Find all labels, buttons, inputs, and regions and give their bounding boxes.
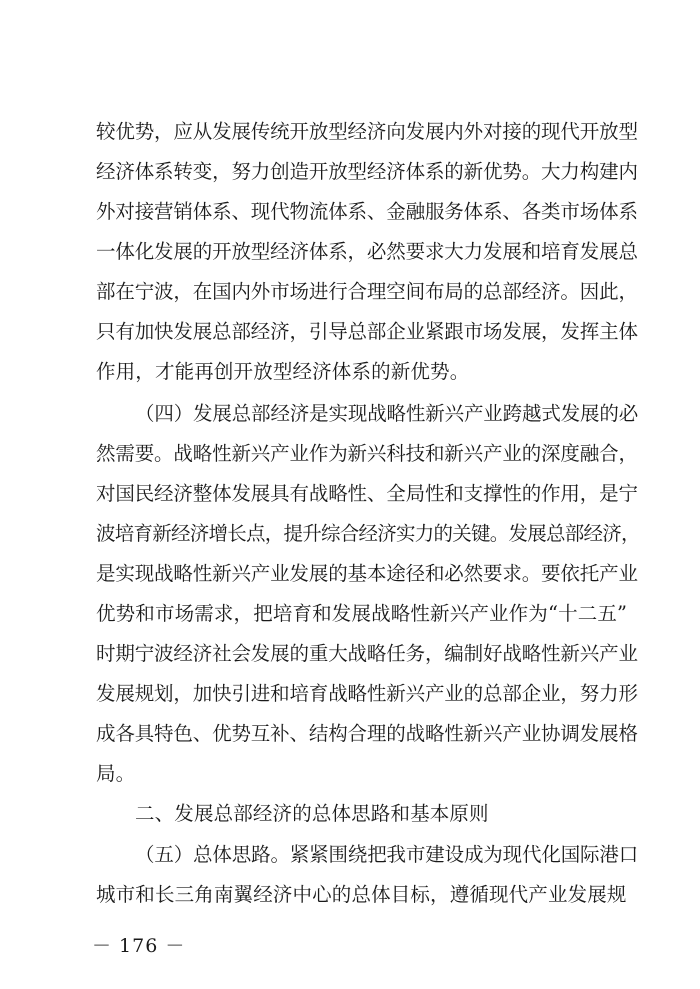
paragraph-heading-line: （五）总体思路。紧紧围绕把我市建设成为现代化国际港口 bbox=[135, 843, 639, 866]
body-text-line: 一体化发展的开放型经济体系，必然要求大力发展和培育发展总 bbox=[96, 240, 638, 263]
section-heading: 二、发展总部经济的总体思路和基本原则 bbox=[135, 802, 489, 825]
body-text-line: 部在宁波，在国内外市场进行合理空间布局的总部经济。因此， bbox=[96, 280, 638, 303]
body-text-line: 局。 bbox=[96, 762, 136, 785]
body-text-line: 发展规划，加快引进和培育战略性新兴产业的总部企业，努力形 bbox=[96, 682, 638, 705]
paragraph-heading-line: （四）发展总部经济是实现战略性新兴产业跨越式发展的必 bbox=[135, 402, 639, 425]
body-text-line: 经济体系转变，努力创造开放型经济体系的新优势。大力构建内 bbox=[96, 160, 638, 183]
body-text-line: 成各具特色、优势互补、结构合理的战略性新兴产业协调发展格 bbox=[96, 722, 638, 745]
body-text-line: 对国民经济整体发展具有战略性、全局性和支撑性的作用，是宁 bbox=[96, 482, 638, 505]
body-text-line: 较优势，应从发展传统开放型经济向发展内外对接的现代开放型 bbox=[96, 120, 638, 143]
body-text-line: 只有加快发展总部经济，引导总部企业紧跟市场发展，发挥主体 bbox=[96, 320, 638, 343]
body-text-line: 城市和长三角南翼经济中心的总体目标，遵循现代产业发展规 bbox=[96, 883, 627, 906]
body-text-line: 优势和市场需求，把培育和发展战略性新兴产业作为“十二五” bbox=[96, 602, 628, 625]
body-text-line: 波培育新经济增长点，提升综合经济实力的关键。发展总部经济， bbox=[96, 522, 640, 545]
body-text-line: 时期宁波经济社会发展的重大战略任务，编制好战略性新兴产业 bbox=[96, 642, 638, 665]
body-text-line: 外对接营销体系、现代物流体系、金融服务体系、各类市场体系 bbox=[96, 200, 638, 223]
body-text-line: 作用，才能再创开放型经济体系的新优势。 bbox=[96, 360, 470, 383]
page-number: － 176 － bbox=[92, 935, 186, 957]
body-text-line: 然需要。战略性新兴产业作为新兴科技和新兴产业的深度融合， bbox=[96, 442, 638, 465]
body-text-line: 是实现战略性新兴产业发展的基本途径和必然要求。要依托产业 bbox=[96, 562, 638, 585]
